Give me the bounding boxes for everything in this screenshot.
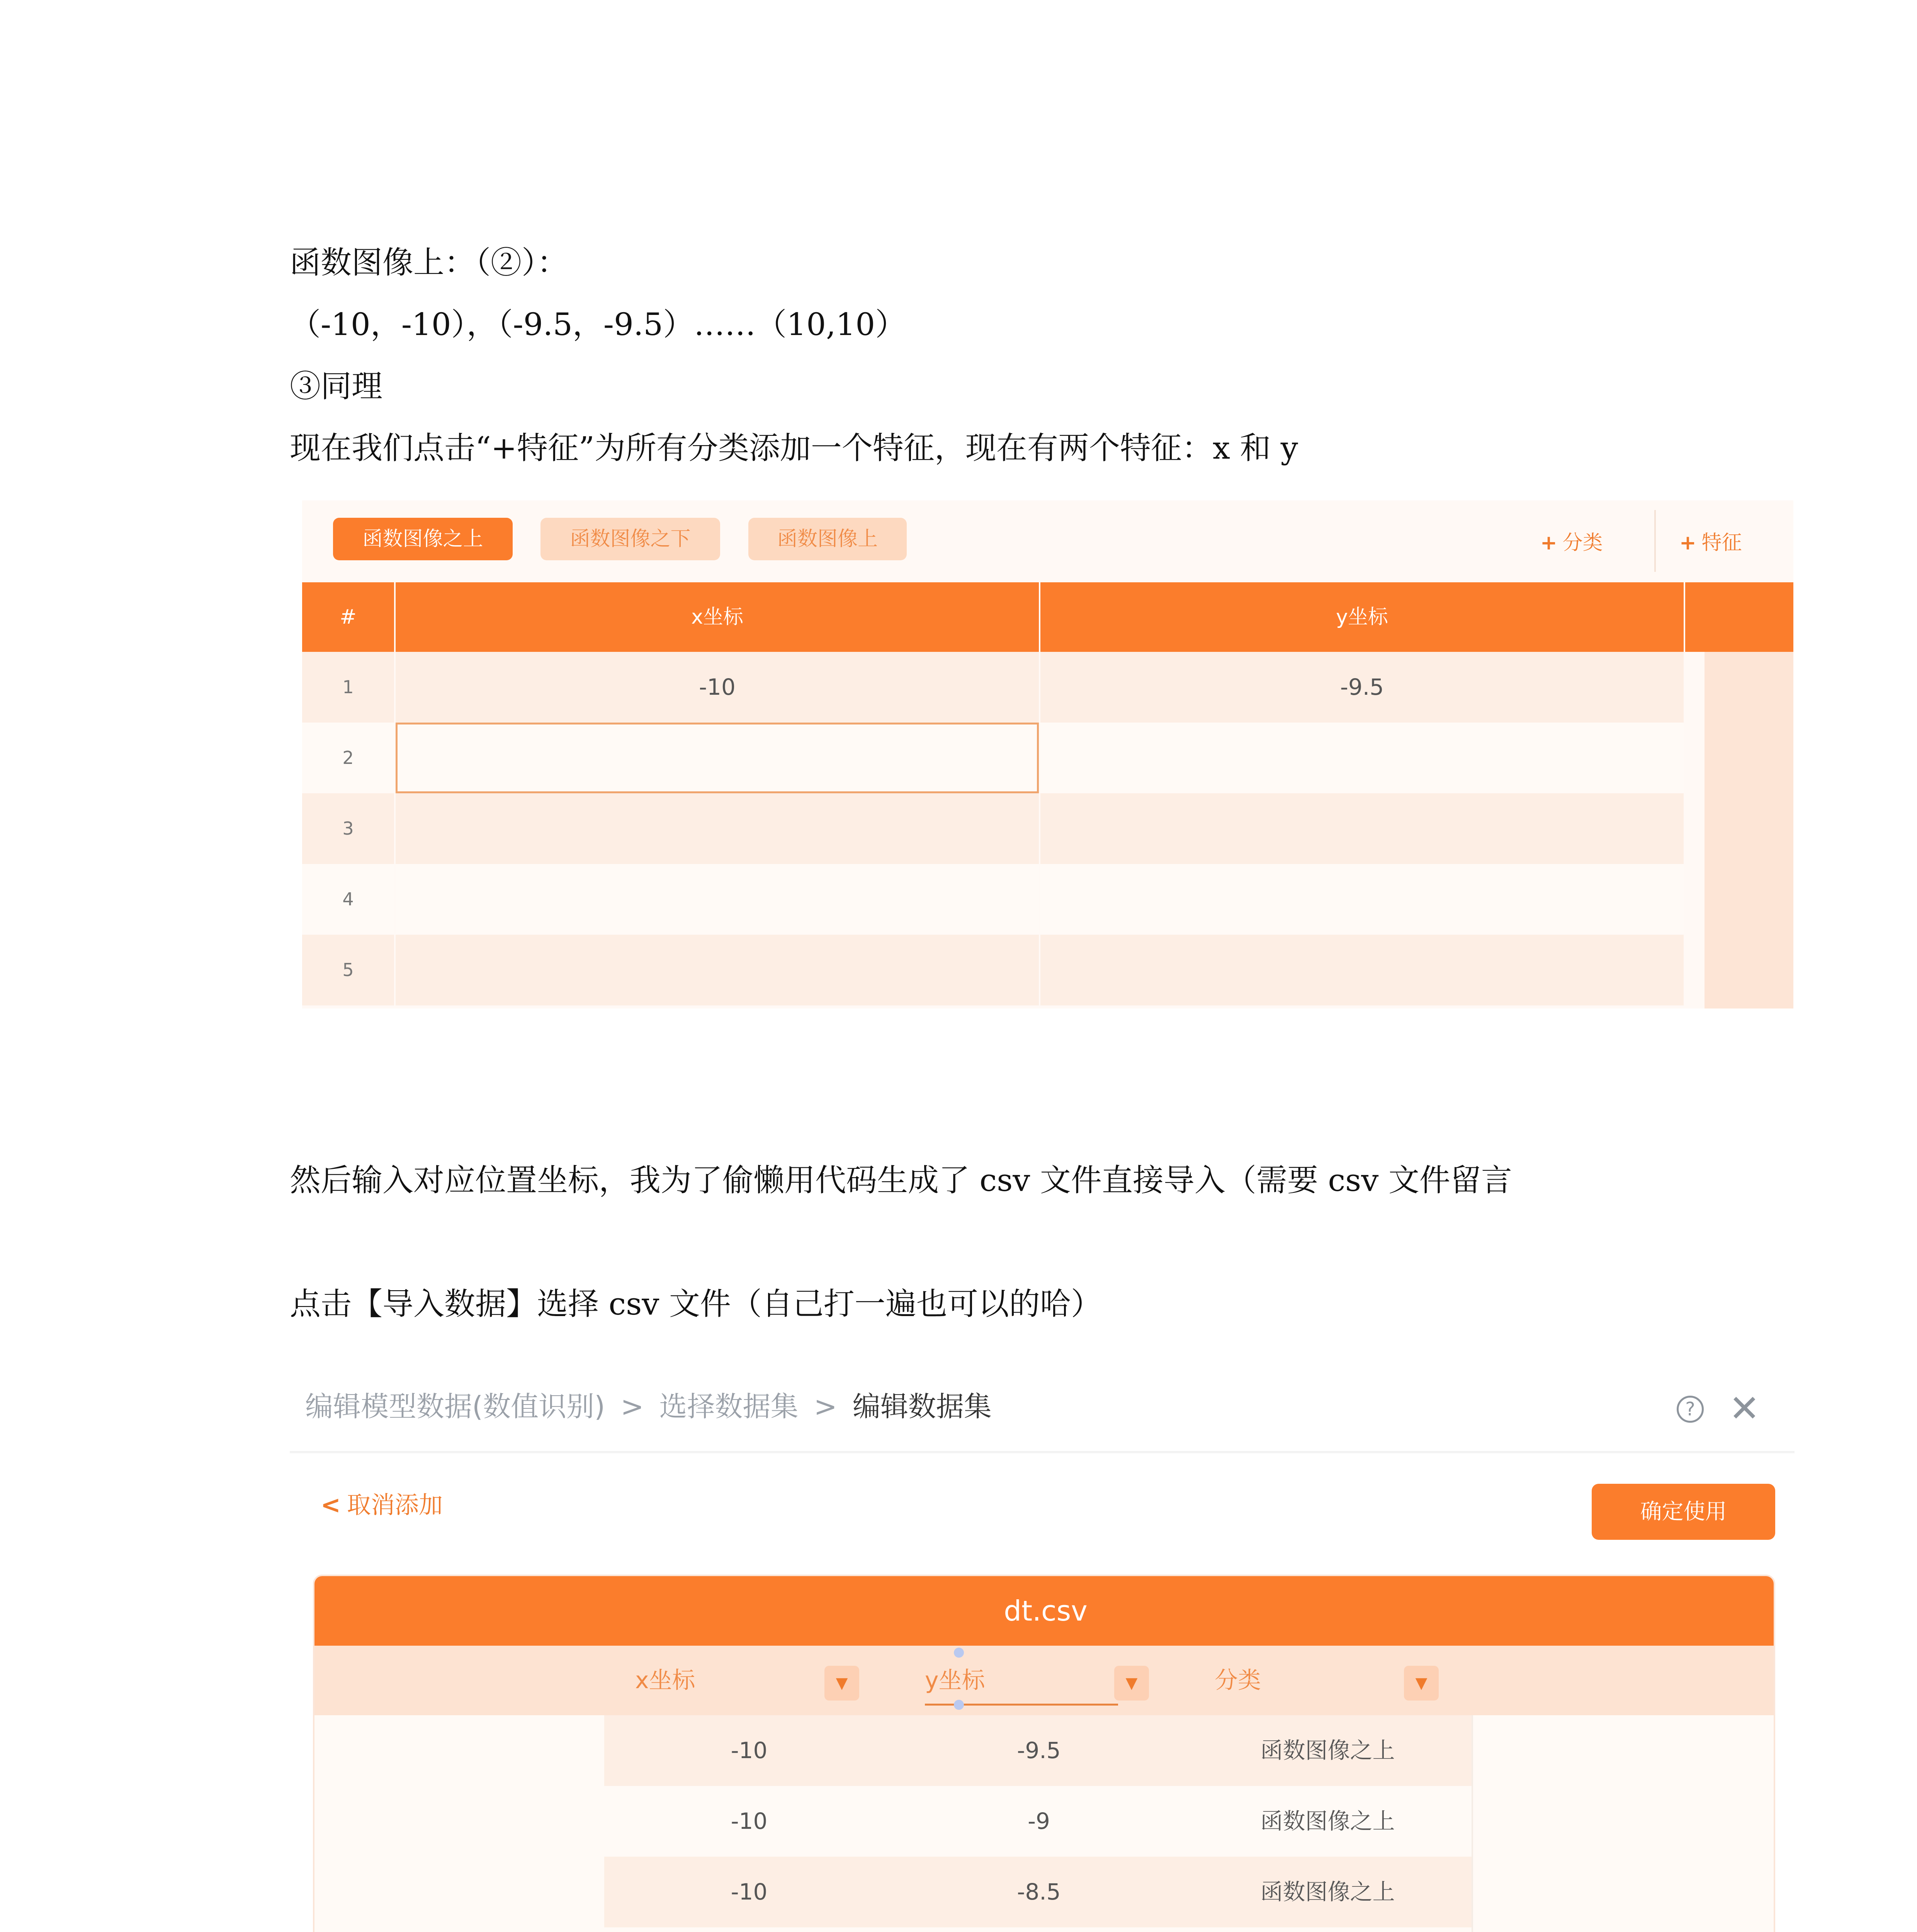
chevron-left-icon: < [321, 1491, 341, 1519]
csv-column-x-label: x坐标 [635, 1667, 695, 1694]
tab-function-above[interactable]: 函数图像之上 [333, 518, 513, 560]
csv-cell-x[interactable]: -10 [731, 1737, 768, 1764]
csv-cell-y[interactable]: -8.5 [1017, 1879, 1061, 1905]
row-number: 5 [302, 935, 394, 1005]
cell-x[interactable] [396, 793, 1039, 864]
column-header-x[interactable]: x坐标 [396, 582, 1039, 652]
dropdown-arrow-icon[interactable]: ▼ [824, 1666, 859, 1701]
paragraph-input-coordinates: 然后输入对应位置坐标，我为了偷懒用代码生成了 csv 文件直接导入（需要 csv 文件留言 [290, 1162, 1512, 1198]
cell-y[interactable] [1040, 793, 1684, 864]
row-number: 4 [302, 864, 394, 935]
selection-handle-icon [954, 1700, 964, 1710]
column-header-y[interactable]: y坐标 [1040, 582, 1684, 652]
cell-x[interactable] [396, 723, 1039, 793]
table-row[interactable] [604, 1857, 1472, 1927]
add-class-label: 分类 [1562, 531, 1603, 554]
confirm-use-button[interactable]: 确定使用 [1592, 1484, 1775, 1540]
class-tab-bar [302, 500, 1793, 582]
table-row[interactable] [604, 1927, 1472, 1932]
cell-x[interactable] [396, 864, 1039, 935]
feature-grid [302, 582, 1793, 1009]
row-number: 3 [302, 793, 394, 864]
cell-x[interactable]: -10 [396, 652, 1039, 723]
csv-column-y-label: y坐标 [925, 1667, 985, 1694]
add-feature-label: 特征 [1701, 531, 1742, 554]
csv-cell-x[interactable]: -10 [731, 1808, 768, 1834]
plus-icon: + [1679, 531, 1696, 554]
cell-y[interactable] [1040, 935, 1684, 1005]
cell-y[interactable] [1040, 723, 1684, 793]
csv-column-x[interactable] [604, 1646, 894, 1715]
csv-header-row [314, 1646, 1775, 1715]
breadcrumb-separator-icon: > [814, 1390, 837, 1423]
csv-cell-y[interactable]: -9.5 [1017, 1737, 1061, 1764]
csv-cell-class[interactable]: 函数图像之上 [1260, 1737, 1395, 1764]
csv-file-name: dt.csv [314, 1576, 1775, 1646]
table-row[interactable] [604, 1786, 1472, 1857]
cell-y[interactable]: -9.5 [1040, 652, 1684, 723]
breadcrumb [305, 1383, 992, 1430]
row-number: 2 [302, 723, 394, 793]
grid-side-column [1705, 652, 1793, 1009]
csv-data-body [314, 1715, 1775, 1932]
cancel-add-button[interactable] [321, 1486, 443, 1524]
csv-cell-y[interactable] [894, 1927, 1184, 1932]
breadcrumb-item-edit-model[interactable]: 编辑模型数据(数值识别) [305, 1390, 605, 1423]
csv-cell-class[interactable]: 函数图像之上 [1260, 1879, 1395, 1905]
toolbar-divider [1654, 510, 1656, 572]
paragraph-function-graph-on: 函数图像上：（②）： [290, 245, 568, 281]
selection-handle-icon [954, 1648, 964, 1658]
csv-cell-y[interactable]: -9 [1028, 1808, 1050, 1834]
paragraph-coordinate-range: （-10，-10），（-9.5，-9.5）……（10,10） [290, 306, 906, 342]
paragraph-same-reason: ③同理 [290, 368, 382, 404]
csv-cell-x[interactable]: -10 [731, 1879, 768, 1905]
csv-cell-class[interactable]: 函数图像之上 [1260, 1808, 1395, 1834]
edit-dataset-dialog [290, 1352, 1795, 1932]
table-row[interactable] [604, 1715, 1472, 1786]
dropdown-arrow-icon[interactable]: ▼ [1114, 1666, 1149, 1701]
breadcrumb-separator-icon: > [620, 1390, 644, 1423]
dropdown-arrow-icon[interactable]: ▼ [1404, 1666, 1439, 1701]
cell-y[interactable] [1040, 864, 1684, 935]
breadcrumb-item-edit-dataset: 编辑数据集 [852, 1390, 992, 1423]
paragraph-import-data: 点击【导入数据】选择 csv 文件（自己打一遍也可以的哈） [290, 1286, 1102, 1322]
breadcrumb-item-select-dataset[interactable]: 选择数据集 [659, 1390, 799, 1423]
close-icon[interactable]: ✕ [1729, 1387, 1760, 1430]
column-header-spacer [1685, 582, 1793, 652]
csv-preview-card [313, 1575, 1775, 1932]
cancel-add-label: 取消添加 [347, 1491, 443, 1519]
csv-column-class[interactable] [1184, 1646, 1473, 1715]
tab-function-on[interactable]: 函数图像上 [748, 518, 907, 560]
add-class-button[interactable] [1540, 527, 1603, 558]
header-divider [290, 1451, 1795, 1453]
add-feature-button[interactable] [1679, 527, 1742, 558]
csv-cell-class[interactable] [1184, 1927, 1472, 1932]
tab-function-below[interactable]: 函数图像之下 [540, 518, 720, 560]
plus-icon: + [1540, 531, 1557, 554]
cell-x[interactable] [396, 935, 1039, 1005]
csv-cell-x[interactable] [604, 1927, 894, 1932]
row-number: 1 [302, 652, 394, 723]
feature-table-panel [302, 500, 1793, 1009]
csv-column-y[interactable] [894, 1646, 1184, 1715]
paragraph-add-feature: 现在我们点击“+特征”为所有分类添加一个特征，现在有两个特征：x 和 y [290, 430, 1298, 466]
csv-column-class-label: 分类 [1215, 1667, 1261, 1694]
column-header-index: # [302, 582, 394, 652]
help-icon[interactable]: ? [1677, 1396, 1704, 1423]
column-divider [1472, 1715, 1473, 1932]
